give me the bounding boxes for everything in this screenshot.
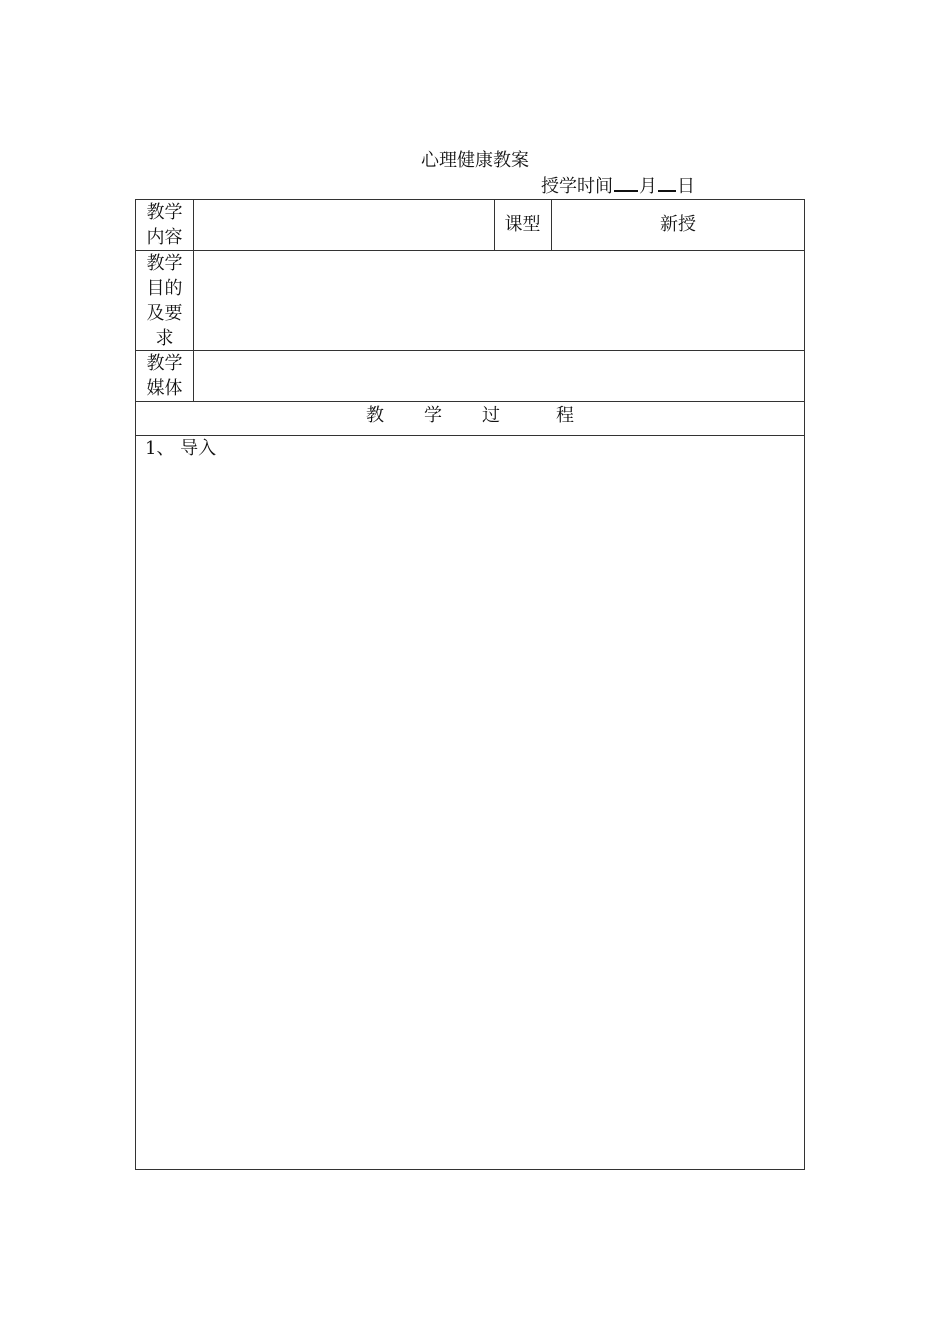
objectives-label-line1: 教学 — [146, 253, 183, 274]
teaching-process-heading — [136, 403, 804, 428]
day-blank[interactable] — [658, 174, 676, 192]
teaching-media-label-line2: 媒体 — [146, 378, 183, 399]
date-prefix: 授学时间 — [541, 176, 613, 197]
lesson-type-label: 课型 — [504, 214, 541, 235]
teaching-media-label — [136, 351, 193, 401]
label-column-divider — [193, 200, 194, 401]
process-heading-char-2: 学 — [424, 405, 442, 426]
row-divider-1 — [136, 250, 804, 251]
teaching-process-body[interactable] — [136, 436, 804, 1169]
process-heading-char-4: 程 — [556, 405, 574, 426]
teaching-content-label-line1: 教学 — [146, 202, 183, 223]
objectives-label-line3: 及要 — [146, 303, 183, 324]
row-divider-3 — [136, 401, 804, 402]
teaching-content-label — [136, 200, 193, 250]
month-blank[interactable] — [614, 174, 638, 192]
process-heading-char-3: 过 — [482, 405, 500, 426]
objectives-label-line2: 目的 — [146, 278, 183, 299]
teaching-content-label-line2: 内容 — [146, 227, 183, 248]
row-divider-2 — [136, 350, 804, 351]
lesson-plan-table — [135, 199, 805, 1170]
month-unit: 月 — [639, 176, 657, 197]
objectives-label-line4: 求 — [155, 328, 174, 349]
lesson-type-value[interactable]: 新授 — [660, 214, 696, 235]
process-item-intro: 1、 导入 — [145, 438, 217, 459]
day-unit: 日 — [677, 176, 695, 197]
process-heading-char-1: 教 — [366, 405, 384, 426]
doc-title: 心理健康教案 — [421, 150, 529, 171]
date-line — [541, 174, 695, 200]
objectives-label — [136, 251, 193, 351]
teaching-media-label-line1: 教学 — [146, 353, 183, 374]
